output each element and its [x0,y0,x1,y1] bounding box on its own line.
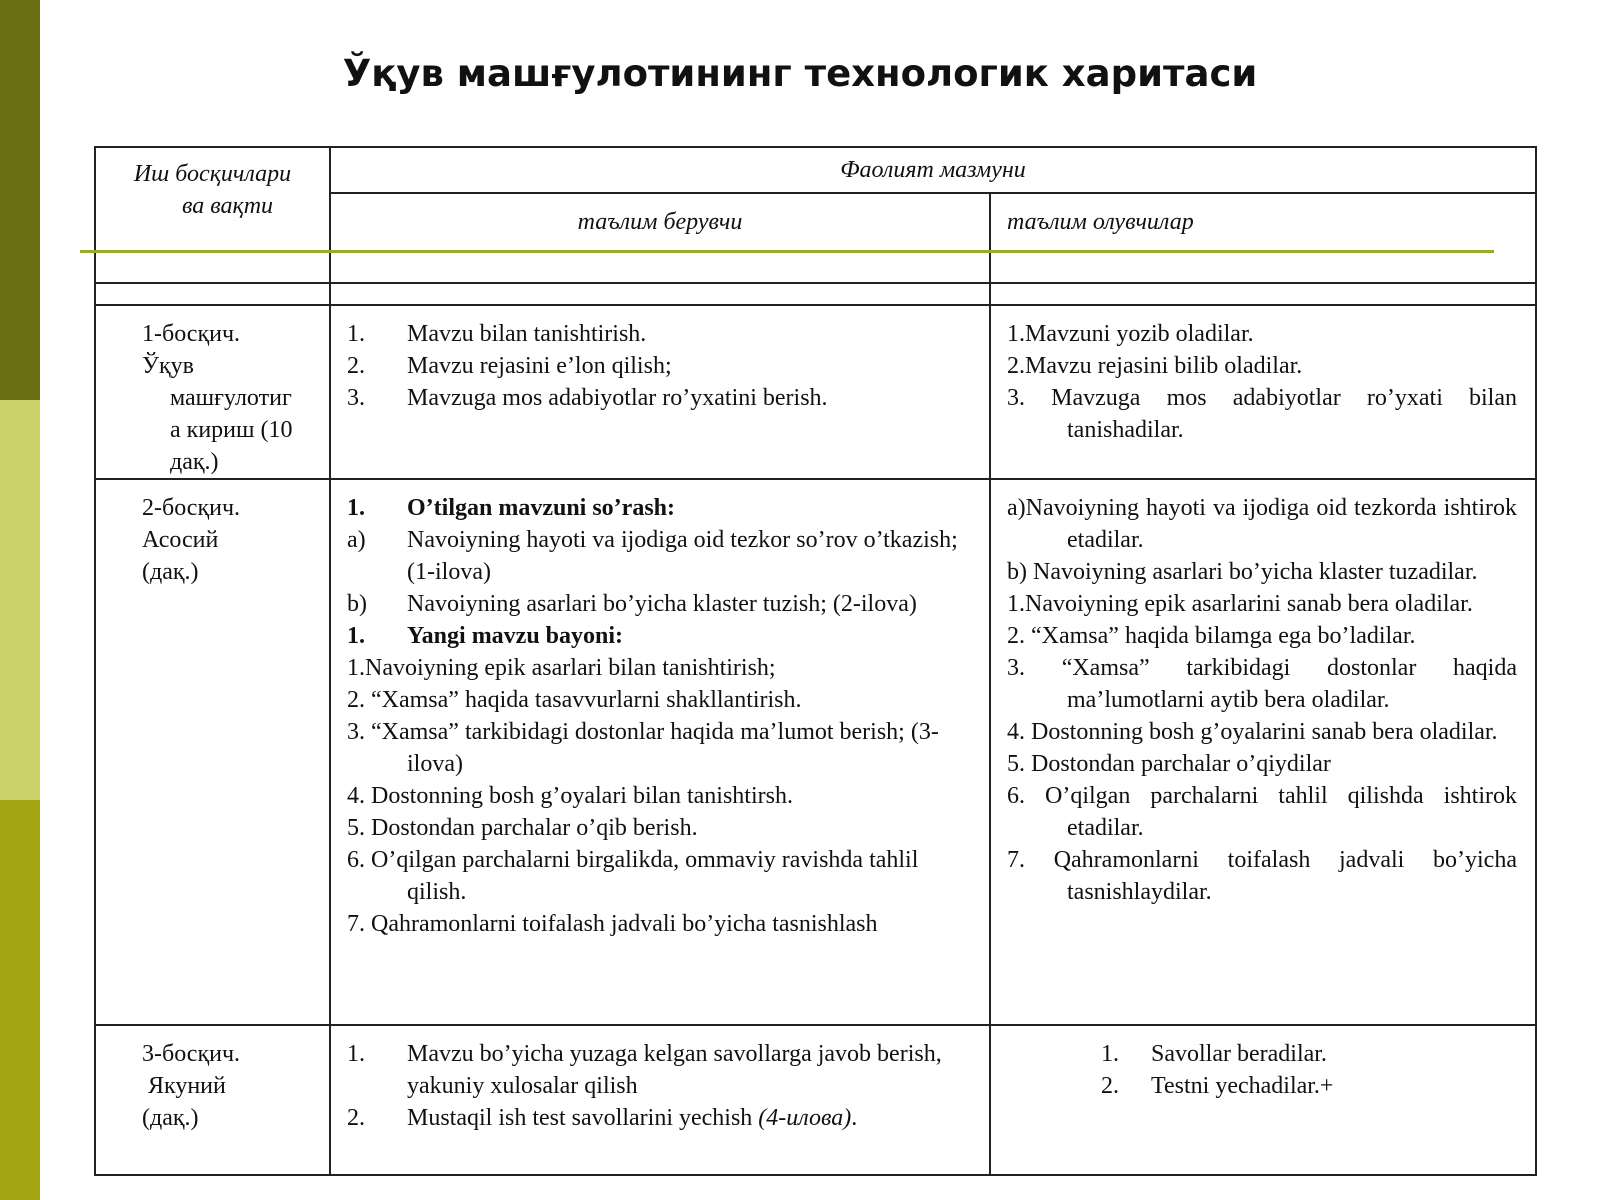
list-item [347,620,967,652]
list-item: 1.Navoiyning epik asarlari bilan tanishtirish; [347,655,776,681]
list-number: 3. [347,385,365,411]
list-item: 2. “Xamsa” haqida bilamga ega bo’ladilar. [1007,623,1416,649]
table-row [95,305,1536,479]
side-decor-bar [0,0,40,1200]
list-text: O’tilgan mavzuni so’rash: [407,495,676,521]
list-text: Yangi mavzu bayoni: [407,623,624,649]
list-text: Mavzu bo’yicha yuzaga kelgan savollarga javob berish, yakuniy xulosalar qilish [407,1041,942,1099]
list-item: 5. Dostondan parchalar o’qib berish. [347,815,698,841]
header-learners: таълим олувчилар [990,193,1536,283]
stage-text: Якуний [142,1073,226,1099]
list-number: 1. [347,321,365,347]
list-number: 1. [1101,1041,1119,1067]
list-text: Navoiyning hayoti va ijodiga oid tezkor so’rov o’tkazish; (1-ilova) [407,527,958,585]
learners-cell-2 [990,479,1536,1025]
list-item: b) Navoiyning asarlari bo’yicha klaster tuzadilar. [1007,559,1478,585]
list-item: a)Navoiyning hayoti va ijodiga oid tezkorda ishtirok etadilar. [1007,495,1517,553]
spacer-cell [990,283,1536,305]
header-row-1 [95,147,1536,193]
list-item [1101,1038,1517,1070]
list-item [347,588,967,620]
list-item: 6. O’qilgan parchalarni birgalikda, ommaviy ravishda tahlil qilish. [347,847,919,905]
list-text-main: Mustaqil ish test savollarini yechish [407,1105,759,1131]
list-item: 5. Dostondan parchalar o’qiydilar [1007,751,1331,777]
list-item [347,492,967,524]
list-text-tail: . [851,1105,858,1131]
stage-text: машғулотиг [170,385,292,411]
side-decor-segment-bottom [0,800,40,1200]
header-stage-cell [95,147,330,283]
stage-text: Асосий [142,527,219,553]
list-number: 1. [347,623,365,649]
stage-text: дақ.) [170,449,219,475]
learners-cell-1 [990,305,1536,479]
stage-cell-1 [95,305,330,479]
list-text [407,1102,967,1134]
stage-cell-3 [95,1025,330,1175]
list-item: 3. Mavzuga mos adabiyotlar ro’yxati bilan tanishadilar. [1007,385,1517,443]
list-item: 4. Dostonning bosh g’oyalarini sanab bera oladilar. [1007,719,1498,745]
header-teacher: таълим берувчи [330,193,990,283]
stage-text: а кириш (10 [170,417,293,443]
stage-text: 1-босқич. [142,321,241,347]
header-stage-line1: Иш босқичлари [133,161,292,187]
spacer-cell [95,283,330,305]
list-item [347,350,967,382]
list-item: 6. O’qilgan parchalarni tahlil qilishda ishtirok etadilar. [1007,783,1517,841]
table-row [95,1025,1536,1175]
list-number: 2. [347,353,365,379]
list-item: 3. “Xamsa” tarkibidagi dostonlar haqida ma’lumot berish; (3-ilova) [347,719,939,777]
table-row [95,479,1536,1025]
stage-cell-2 [95,479,330,1025]
list-item: 1.Navoiyning epik asarlarini sanab bera oladilar. [1007,591,1473,617]
learners-list [1007,1038,1517,1102]
spacer-row [95,283,1536,305]
list-item: 4. Dostonning bosh g’oyalari bilan tanishtirsh. [347,783,793,809]
page-title: Ўқув машғулотининг технологик харитаси [342,52,1258,95]
stage-text: 3-босқич. [142,1041,241,1067]
list-item: 7. Qahramonlarni toifalash jadvali bo’yicha tasnishlaydilar. [1007,847,1517,905]
list-number: a) [347,527,366,553]
list-number: 2. [347,1105,365,1131]
teacher-cell-2 [330,479,990,1025]
list-text: Mavzu bilan tanishtirish. [407,321,647,347]
list-number: 1. [347,1041,365,1067]
list-number: b) [347,591,367,617]
learners-cell-3 [990,1025,1536,1175]
list-number: 1. [347,495,365,521]
list-item: 2.Mavzu rejasini bilib oladilar. [1007,353,1303,379]
list-item [347,318,967,350]
technology-map-table [94,146,1537,1176]
stage-text: 2-босқич. [142,495,241,521]
list-item: 1.Mavzuni yozib oladilar. [1007,321,1254,347]
list-text: Navoiyning asarlari bo’yicha klaster tuzish; (2-ilova) [407,591,917,617]
list-text: Mavzu rejasini e’lon qilish; [407,353,672,379]
list-text: Mavzuga mos adabiyotlar ro’yxatini berish. [407,385,828,411]
header-underline [80,250,1494,253]
list-item [347,382,967,414]
list-number: 2. [1101,1073,1119,1099]
header-activity: Фаолият мазмуни [330,147,1536,193]
spacer-cell [330,283,990,305]
list-item [347,524,967,588]
list-item [347,1038,967,1102]
list-item [1101,1070,1517,1102]
stage-text: (дақ.) [142,559,199,585]
list-text: Testni yechadilar.+ [1151,1073,1334,1099]
header-stage-line2: ва вақти [181,193,274,219]
stage-text: Ўқув [142,353,194,379]
list-text-italic: (4-илова) [758,1105,852,1131]
stage-text: (дақ.) [142,1105,199,1131]
list-item: 7. Qahramonlarni toifalash jadvali bo’yicha tasnishlash [347,911,878,937]
teacher-cell-1 [330,305,990,479]
list-item: 3. “Xamsa” tarkibidagi dostonlar haqida ma’lumotlarni aytib bera oladilar. [1007,655,1517,713]
list-text: Savollar beradilar. [1151,1041,1327,1067]
list-item: 2. “Xamsa” haqida tasavvurlarni shakllantirish. [347,687,802,713]
list-item [347,1102,967,1134]
teacher-cell-3 [330,1025,990,1175]
side-decor-segment-middle [0,400,40,800]
